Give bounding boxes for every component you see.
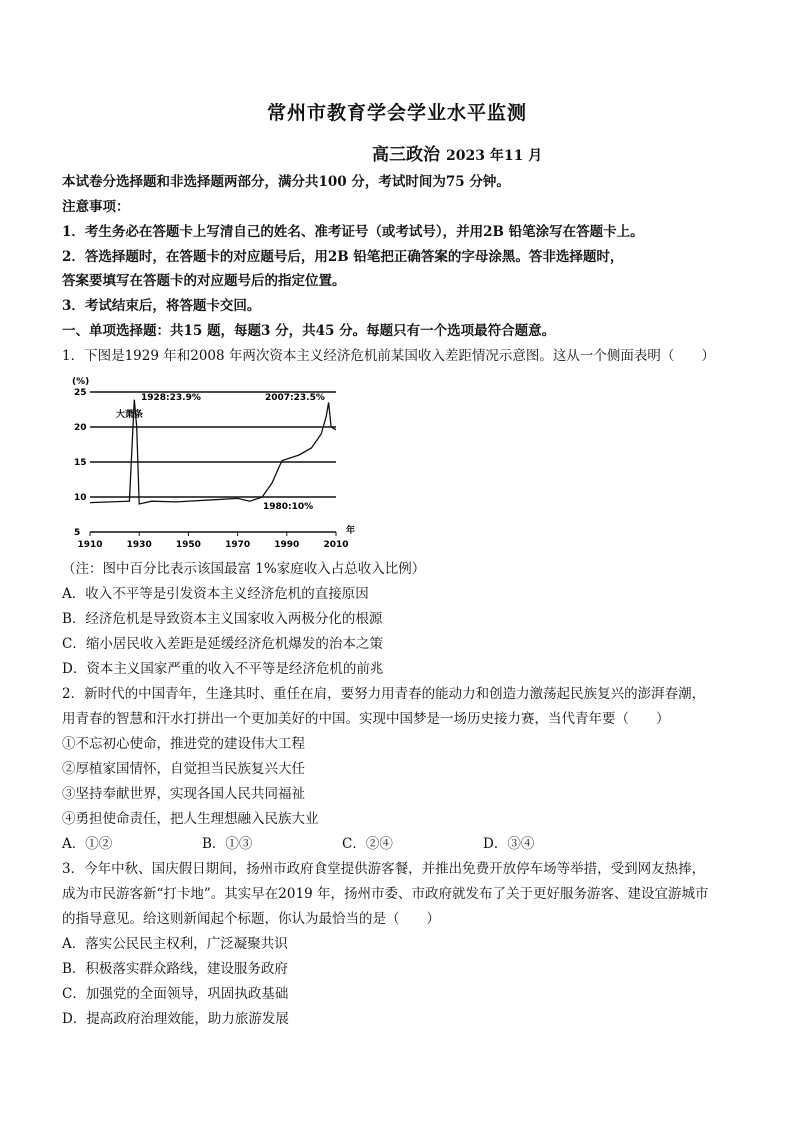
annotation-1980: 1980:10% (263, 502, 314, 512)
x-tick-label: 2010 (323, 540, 349, 550)
annotation-2007: 2007:23.5% (265, 393, 325, 403)
annotation-1928: 1928:23.9% (141, 393, 201, 403)
y-tick-label: 10 (74, 493, 87, 503)
q2-option-c[interactable]: C．②④ (342, 836, 393, 852)
q3-stem-line-3: 的指导意见。给这则新闻起个标题，你认为最恰当的是（ ） (62, 911, 440, 927)
q2-item-1: ①不忘初心使命，推进党的建设伟大工程 (62, 736, 305, 752)
q1-option-b[interactable]: B．经济危机是导致资本主义国家收入两极分化的根源 (62, 611, 383, 627)
q2-option-a[interactable]: A．①② (62, 836, 113, 852)
q2-option-b[interactable]: B．①③ (202, 836, 253, 852)
q3-stem-line-2: 成为市民游客新“打卡地”。其实早在2019 年，扬州市委、市政府就发布了关于更好服务游客、建设宜游城市 (62, 886, 709, 902)
notice-label: 注意事项： (62, 199, 130, 215)
exam-subtitle (372, 140, 542, 165)
y-tick-label: 25 (74, 388, 87, 398)
y-tick-label: 20 (74, 423, 87, 433)
q1-option-c[interactable]: C．缩小居民收入差距是延缓经济危机爆发的治本之策 (62, 636, 383, 652)
annotation-great-depression: 大萧条 (116, 410, 144, 420)
notice-item-2-cont: 答案要填写在答题卡的对应题号后的指定位置。 (62, 273, 346, 289)
x-tick-label: 1990 (274, 540, 300, 550)
exam-date: 2023 年11 月 (446, 148, 543, 164)
notice-item-3: 3．考试结束后，将答题卡交回。 (62, 298, 261, 314)
notice-item-1: 1．考生务必在答题卡上写清自己的姓名、准考证号（或考试号），并用2B 铅笔涂写在答题卡上。 (62, 224, 644, 240)
exam-title: 常州市教育学会学业水平监测 (266, 102, 527, 124)
q1-stem: 1．下图是1929 年和2008 年两次资本主义经济危机前某国收入差距情况示意图。这从一个侧面表明（ ） (62, 348, 715, 364)
q3-option-b[interactable]: B．积极落实群众路线，建设服务政府 (62, 961, 288, 977)
q2-item-4: ④勇担使命责任，把人生理想融入民族大业 (62, 811, 319, 827)
section-heading: 一、单项选择题：共15 题，每题3 分，共45 分。每题只有一个选项最符合题意。 (62, 323, 556, 339)
y-tick-label: 5 (74, 528, 81, 538)
q3-stem-line-1: 3．今年中秋、国庆假日期间，扬州市政府食堂提供游客餐，并推出免费开放停车场等举措，受到网友热捧， (62, 861, 706, 877)
q1-note: （注：图中百分比表示该国最富 1%家庭收入占总收入比例） (62, 561, 426, 577)
intro-text: 本试卷分选择题和非选择题两部分，满分共100 分，考试时间为75 分钟。 (62, 174, 510, 190)
q2-stem-line-2: 用青春的智慧和汗水打拼出一个更加美好的中国。实现中国梦是一场历史接力赛，当代青年要（ ） (62, 711, 670, 727)
notice-item-2: 2．答选择题时，在答题卡的对应题号后，用2B 铅笔把正确答案的字母涂黑。答非选择题时， (62, 249, 624, 265)
y-tick-label: 15 (74, 458, 87, 468)
income-gap-chart (68, 370, 368, 555)
q2-item-2: ②厚植家国情怀，自觉担当民族复兴大任 (62, 761, 305, 777)
x-axis-label: 年 (346, 526, 356, 536)
q3-option-c[interactable]: C．加强党的全面领导，巩固执政基础 (62, 986, 289, 1002)
q2-item-3: ③坚持奉献世界，实现各国人民共同福祉 (62, 786, 305, 802)
subject-label: 高三政治 (372, 145, 440, 165)
x-tick-label: 1970 (225, 540, 251, 550)
y-axis-label: (%) (72, 377, 90, 387)
q3-option-d[interactable]: D．提高政府治理效能，助力旅游发展 (62, 1011, 289, 1027)
q3-option-a[interactable]: A．落实公民民主权利，广泛凝聚共识 (62, 936, 288, 952)
x-tick-label: 1950 (175, 540, 201, 550)
q2-stem-line-1: 2．新时代的中国青年，生逢其时、重任在肩，要努力用青春的能动力和创造力激荡起民族复兴的澎湃春潮， (62, 686, 706, 702)
x-tick-label: 1930 (126, 540, 152, 550)
q2-option-d[interactable]: D．③④ (483, 836, 535, 852)
q1-option-a[interactable]: A．收入不平等是引发资本主义经济危机的直接原因 (62, 586, 369, 602)
q1-option-d[interactable]: D．资本主义国家严重的收入不平等是经济危机的前兆 (62, 661, 384, 677)
x-tick-label: 1910 (77, 540, 103, 550)
